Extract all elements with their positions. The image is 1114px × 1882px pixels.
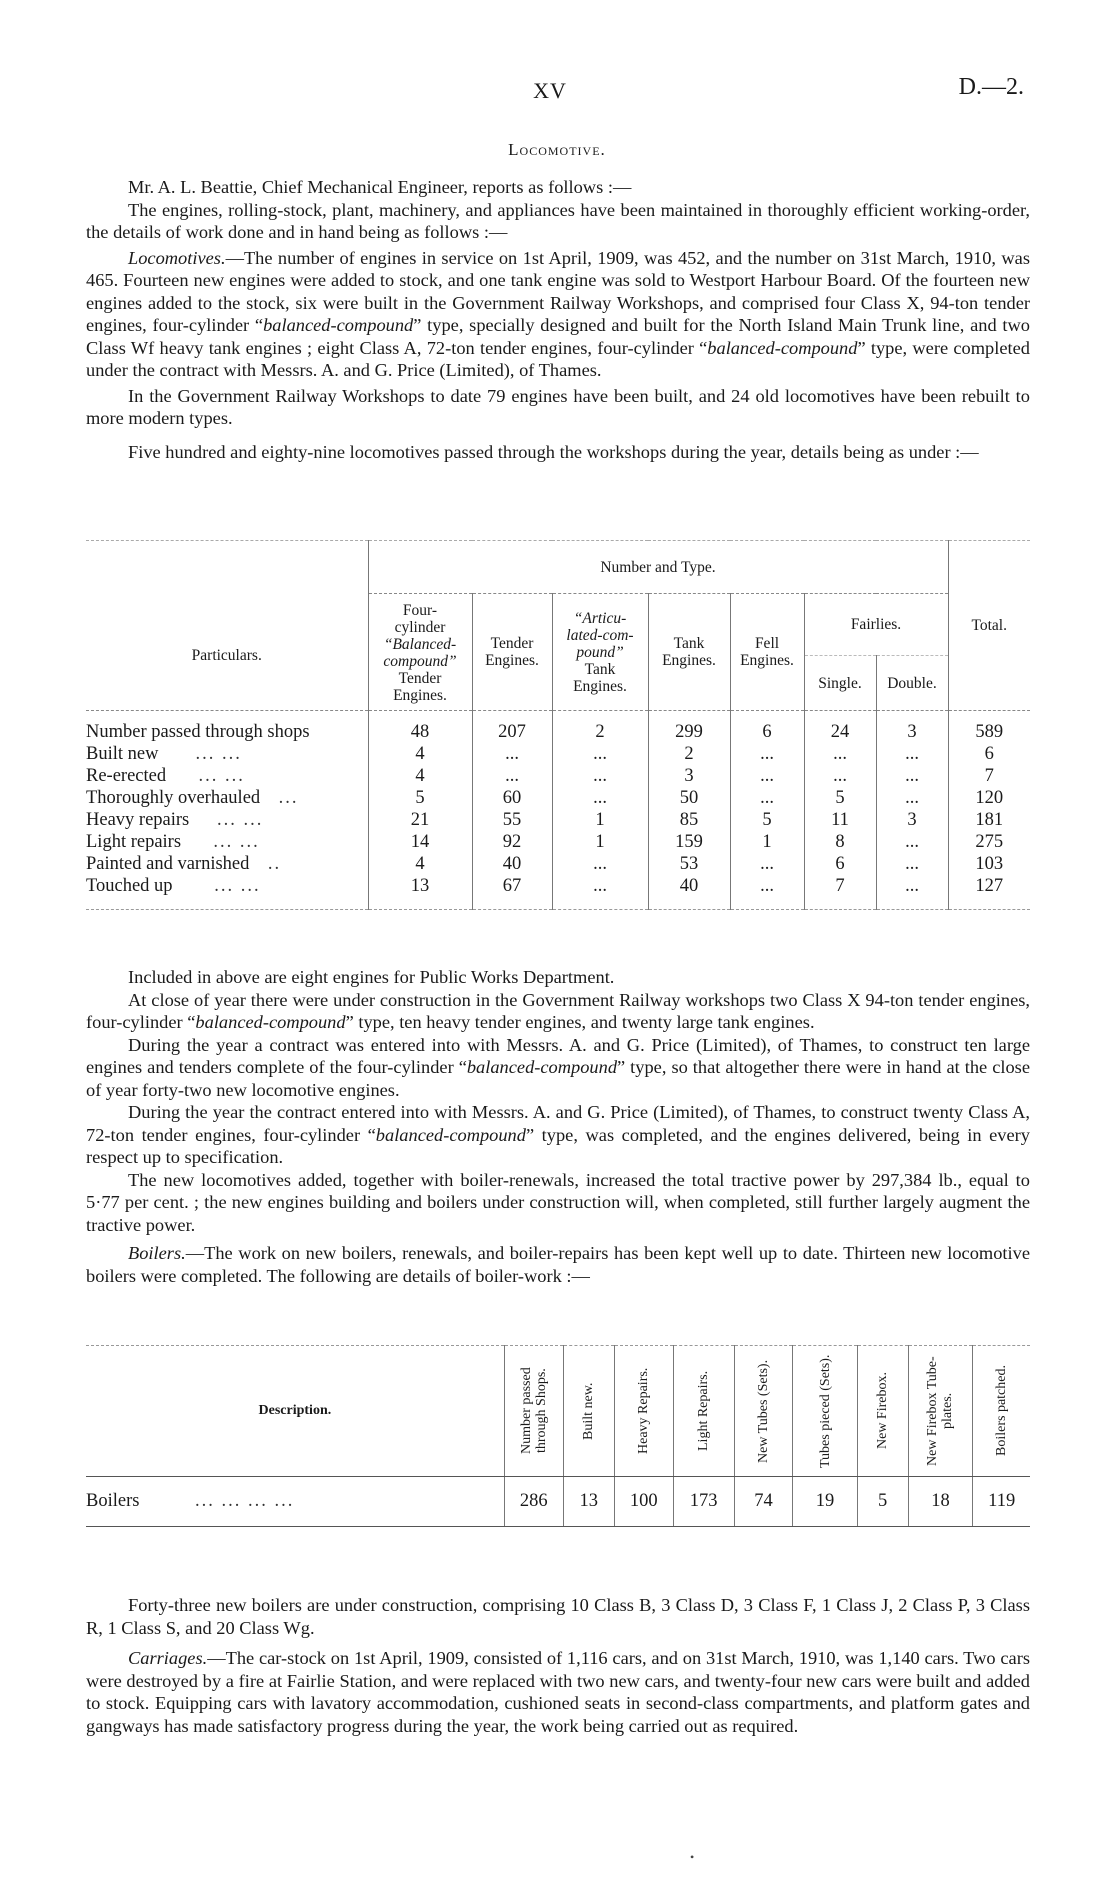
fairlies-header: Fairlies. (804, 594, 948, 656)
row-label (86, 809, 368, 831)
table-cell: 286 (504, 1477, 563, 1527)
locomotives-lead: Locomotives. (128, 247, 226, 268)
intro-paragraph-2: The engines, rolling-stock, plant, machinery, and appliances have been maintained in thoroughly efficient working-order, the details of work done and in hand being as follows :— (86, 199, 1030, 242)
closing-section (86, 1594, 1030, 1737)
table-cell: 8 (804, 831, 876, 853)
table-cell: ... (804, 765, 876, 787)
locomotive-work-rows (86, 711, 1030, 910)
table-cell: 275 (948, 831, 1030, 853)
table-cell: 120 (948, 787, 1030, 809)
table-cell: 48 (368, 711, 472, 744)
row-label (86, 1477, 504, 1527)
number-and-type-header: Number and Type. (368, 541, 948, 594)
carriages-lead: Carriages. (128, 1648, 208, 1668)
four-cylinder-header-line: compound” (383, 653, 457, 670)
row-label (86, 787, 368, 809)
dot-leader: ... ... ... ... (194, 1491, 295, 1511)
table-cell: 13 (563, 1477, 614, 1527)
construction-paragraph (86, 989, 1030, 1034)
fairlies-double-header: Double. (876, 656, 948, 711)
table-cell: 159 (648, 831, 730, 853)
total-header: Total. (948, 541, 1030, 711)
table-cell: 3 (876, 711, 948, 744)
table-cell: 11 (804, 809, 876, 831)
contract-text-b: balanced-compound (466, 1057, 618, 1077)
construction-text-b: balanced-compound (195, 1012, 346, 1032)
table-cell: 181 (948, 809, 1030, 831)
table-cell: 1 (730, 831, 804, 853)
dot-leader: ... ... (213, 832, 260, 852)
contract-text-a: During the year a contract was entered into with Messrs. A. and G. Price (Limited), of Thames, to construct ten large engines and tenders complete of the four-cylinder “ (86, 1034, 1030, 1077)
table-row (86, 809, 1030, 831)
completed-contract-paragraph (86, 1101, 1030, 1169)
details-paragraph: Five hundred and eighty-nine locomotives passed through the workshops during the year, details being as under :— (128, 441, 979, 462)
locomotives-text-d: balanced-compound (707, 337, 858, 358)
row-label-text: Painted and varnished (86, 854, 250, 874)
table-cell: 173 (673, 1477, 734, 1527)
table-cell: ... (730, 765, 804, 787)
tender-engines-header-line: Engines. (485, 652, 539, 669)
table-cell: 74 (734, 1477, 793, 1527)
fell-engines-header (730, 594, 804, 711)
description-header: Description. (86, 1346, 504, 1477)
table-cell: ... (552, 875, 648, 910)
heavy-repairs-header (614, 1346, 673, 1477)
contract-text-c: ” type, so that altogether there were in hand at the close of year forty-two new locomotive engines. (86, 1057, 1030, 1100)
table-cell: 119 (973, 1477, 1030, 1527)
table-cell: 127 (948, 875, 1030, 910)
page-speck: • (690, 1850, 695, 1864)
locomotive-work-table (86, 540, 1030, 910)
table-cell: 3 (876, 809, 948, 831)
articulated-header-line: pound” (576, 643, 624, 661)
table-cell: 5 (730, 809, 804, 831)
table-cell: 13 (368, 875, 472, 910)
tender-engines-header-line: Tender (490, 635, 534, 652)
fell-engines-header-line: Fell (754, 635, 780, 652)
heavy-repairs-label: Heavy Repairs. (636, 1367, 652, 1455)
locomotives-text-b: balanced-compound (263, 315, 414, 335)
table-cell: 1 (552, 809, 648, 831)
table-row (86, 875, 1030, 910)
dot-leader: ... ... (214, 876, 261, 896)
page-number: XV (533, 78, 567, 103)
table-cell: 92 (472, 831, 552, 853)
table-cell: 2 (552, 711, 648, 744)
new-tubes-header (734, 1346, 793, 1477)
light-repairs-header (673, 1346, 734, 1477)
row-label-text: Heavy repairs (86, 810, 190, 830)
new-firebox-label: New Firebox. (875, 1372, 891, 1450)
table-cell: 18 (908, 1477, 973, 1527)
table-cell: ... (876, 875, 948, 910)
table-cell: 100 (614, 1477, 673, 1527)
table-cell: 85 (648, 809, 730, 831)
table-cell: 50 (648, 787, 730, 809)
locomotives-paragraph (86, 247, 1030, 382)
firebox-tube-plates-label: New Firebox Tube-plates. (925, 1356, 956, 1466)
construction-text-a: At close of year there were under construction in the Government Railway workshops two Class X 94-ton tender engines, four-cylinder “ (86, 989, 1030, 1032)
document-reference: D.—2. (958, 74, 1024, 100)
tank-engines-header-line: Engines. (662, 652, 716, 669)
boilers-patched-header (973, 1346, 1030, 1477)
row-label (86, 831, 368, 853)
table-cell: 3 (648, 765, 730, 787)
dot-leader: ... ... (198, 766, 245, 786)
table-cell: 14 (368, 831, 472, 853)
table-row (86, 831, 1030, 853)
table-cell: 299 (648, 711, 730, 744)
passed-through-shops-label: Number passed through Shops. (518, 1367, 549, 1455)
table-row (86, 711, 1030, 744)
contract-paragraph (86, 1034, 1030, 1102)
articulated-header-line: “Articu- (573, 609, 627, 627)
articulated-header-line: lated-com- (566, 626, 634, 644)
table-cell: ... (876, 853, 948, 875)
table-cell: ... (876, 765, 948, 787)
carriages-paragraph (86, 1647, 1030, 1737)
row-label-text: Touched up (86, 876, 173, 896)
table-cell: ... (804, 743, 876, 765)
boilers-construction-paragraph: Forty-three new boilers are under construction, comprising 10 Class B, 3 Class D, 3 Class F, 1 Class J, 2 Class P, 3 Class R, 1 Class S, and 20 Class Wg. (86, 1595, 1030, 1638)
table-cell: 5 (857, 1477, 908, 1527)
four-cylinder-header (368, 594, 472, 711)
intro-paragraph-1: Mr. A. L. Beattie, Chief Mechanical Engineer, reports as follows :— (128, 177, 632, 197)
boilers-lead: Boilers. (128, 1243, 186, 1263)
table-cell: 207 (472, 711, 552, 744)
locomotives-text-e: ” type, were completed under the contract with Messrs. A. and G. Price (Limited), of Thames. (86, 337, 1030, 380)
built-new-header (563, 1346, 614, 1477)
table-row (86, 765, 1030, 787)
row-label (86, 765, 368, 787)
particulars-header: Particulars. (86, 541, 368, 711)
row-label (86, 853, 368, 875)
table-cell: 5 (368, 787, 472, 809)
new-tubes-label: New Tubes (Sets). (755, 1359, 771, 1463)
table-row (86, 743, 1030, 765)
intro-section (86, 176, 1030, 463)
fairlies-single-header: Single. (804, 656, 876, 711)
table-cell: ... (552, 743, 648, 765)
row-label-text: Thoroughly overhauled (86, 788, 261, 808)
light-repairs-label: Light Repairs. (696, 1370, 712, 1452)
firebox-tube-plates-header (908, 1346, 973, 1477)
dot-leader: ... (278, 788, 299, 808)
row-label (86, 711, 368, 744)
table-cell: ... (876, 743, 948, 765)
tubes-pieced-label: Tubes pieced (Sets). (817, 1354, 833, 1468)
row-label (86, 875, 368, 910)
row-label (86, 743, 368, 765)
table-cell: 40 (648, 875, 730, 910)
table-cell: 6 (804, 853, 876, 875)
locomotives-text-c: ” type, specially designed and built for the North Island Main Trunk line, and two Class Wf heavy tank engines ; eight Class A, 72-ton tender engines, four-cylinder “ (86, 315, 1030, 358)
construction-text-c: ” type, ten heavy tender engines, and twenty large tank engines. (345, 1012, 815, 1032)
row-label-text: Number passed through shops (86, 722, 310, 742)
table-cell: ... (730, 787, 804, 809)
articulated-header-line: Tank (584, 660, 616, 678)
table-cell: ... (552, 853, 648, 875)
four-cylinder-header-line: cylinder (394, 619, 446, 636)
four-cylinder-header-line: “Balanced- (383, 636, 457, 653)
table-cell: 5 (804, 787, 876, 809)
table-cell: 4 (368, 853, 472, 875)
table-cell: 4 (368, 765, 472, 787)
section-title: Locomotive. (508, 140, 606, 159)
boilers-paragraph (86, 1242, 1030, 1287)
workshops-paragraph: In the Government Railway Workshops to date 79 engines have been built, and 24 old locomotives have been rebuilt to more modern types. (86, 385, 1030, 428)
pwd-paragraph: Included in above are eight engines for Public Works Department. (128, 967, 615, 987)
built-new-label: Built new. (581, 1382, 597, 1440)
table-cell: 589 (948, 711, 1030, 744)
boilers-text: —The work on new boilers, renewals, and boiler-repairs has been kept well up to date. Thirteen new locomotive boilers were completed. The following are details of boiler-work :— (86, 1243, 1030, 1286)
tractive-power-paragraph: The new locomotives added, together with boiler-renewals, increased the total tractive power by 297,384 lb., equal to 5·77 per cent. ; the new engines building and boilers under construction will, when completed, still further largely augment the tractive power. (86, 1169, 1030, 1235)
table-cell: 7 (948, 765, 1030, 787)
row-label-text: Light repairs (86, 832, 182, 852)
table-cell: ... (472, 743, 552, 765)
table-cell: ... (876, 787, 948, 809)
table-cell: ... (730, 875, 804, 910)
table-cell: 40 (472, 853, 552, 875)
dot-leader: .. (267, 854, 282, 874)
table-row (86, 787, 1030, 809)
row-label-text: Re-erected (86, 766, 167, 786)
boiler-work-table (86, 1345, 1030, 1527)
tender-engines-header (472, 594, 552, 711)
passed-through-shops-header (504, 1346, 563, 1477)
table-cell: ... (730, 853, 804, 875)
table-cell: ... (876, 831, 948, 853)
table-cell: 67 (472, 875, 552, 910)
dot-leader: ... ... (217, 810, 264, 830)
dot-leader: ... ... (195, 744, 242, 764)
table-cell: 60 (472, 787, 552, 809)
table-cell: 6 (948, 743, 1030, 765)
table-cell: 1 (552, 831, 648, 853)
table-row (86, 1477, 1030, 1527)
table-cell: 7 (804, 875, 876, 910)
locomotives-text-a: —The number of engines in service on 1st April, 1909, was 452, and the number on 31st March, 1910, was 465. Fourteen new engines were added to stock, and one tank engine was sold to Westport Harbour Board. Of the fourteen new engines added to the stock, six were built in the Government Railway Workshops, and comprised four Class X, 94-ton tender engines, four-cylinder “ (86, 247, 1030, 335)
table-cell: 53 (648, 853, 730, 875)
row-label-text: Boilers (86, 1491, 140, 1511)
four-cylinder-header-line: Tender (398, 670, 442, 687)
completed-text-c: ” type, was completed, and the engines delivered, being in every respect up to specification. (86, 1124, 1030, 1167)
articulated-compound-header (552, 594, 648, 711)
four-cylinder-header-line: Four- (402, 602, 438, 619)
tubes-pieced-header (793, 1346, 857, 1477)
table-cell: 4 (368, 743, 472, 765)
table-cell: ... (472, 765, 552, 787)
table-cell: 103 (948, 853, 1030, 875)
completed-text-b: balanced-compound (375, 1124, 526, 1145)
table-cell: ... (552, 787, 648, 809)
table-cell: 21 (368, 809, 472, 831)
tank-engines-header (648, 594, 730, 711)
carriages-text: —The car-stock on 1st April, 1909, consisted of 1,116 cars, and on 31st March, 1910, was 1,140 cars. Two cars were destroyed by a fire at Fairlie Station, and were replaced with two new cars, and twenty-four new cars were built and added to stock. Equipping cars with lavatory accommodation, cushioned seats in second-class compartments, and platform gates and gangways has made satisfactory progress during the year, the work being carried out as required. (86, 1648, 1030, 1736)
boilers-patched-label: Boilers patched. (994, 1365, 1010, 1457)
table-row (86, 853, 1030, 875)
table-cell: 6 (730, 711, 804, 744)
four-cylinder-header-line: Engines. (393, 687, 447, 704)
table-cell: 24 (804, 711, 876, 744)
table-cell: 19 (793, 1477, 857, 1527)
completed-text-a: During the year the contract entered into with Messrs. A. and G. Price (Limited), of Thames, to construct twenty Class A, 72-ton tender engines, four-cylinder “ (86, 1102, 1030, 1145)
table-cell: 55 (472, 809, 552, 831)
table-cell: ... (730, 743, 804, 765)
tank-engines-header-line: Tank (673, 635, 705, 652)
table-cell: 2 (648, 743, 730, 765)
fell-engines-header-line: Engines. (740, 652, 794, 669)
table-cell: ... (552, 765, 648, 787)
post-table-section (86, 966, 1030, 1287)
articulated-header-line: Engines. (573, 677, 627, 695)
new-firebox-header (857, 1346, 908, 1477)
row-label-text: Built new (86, 744, 159, 764)
